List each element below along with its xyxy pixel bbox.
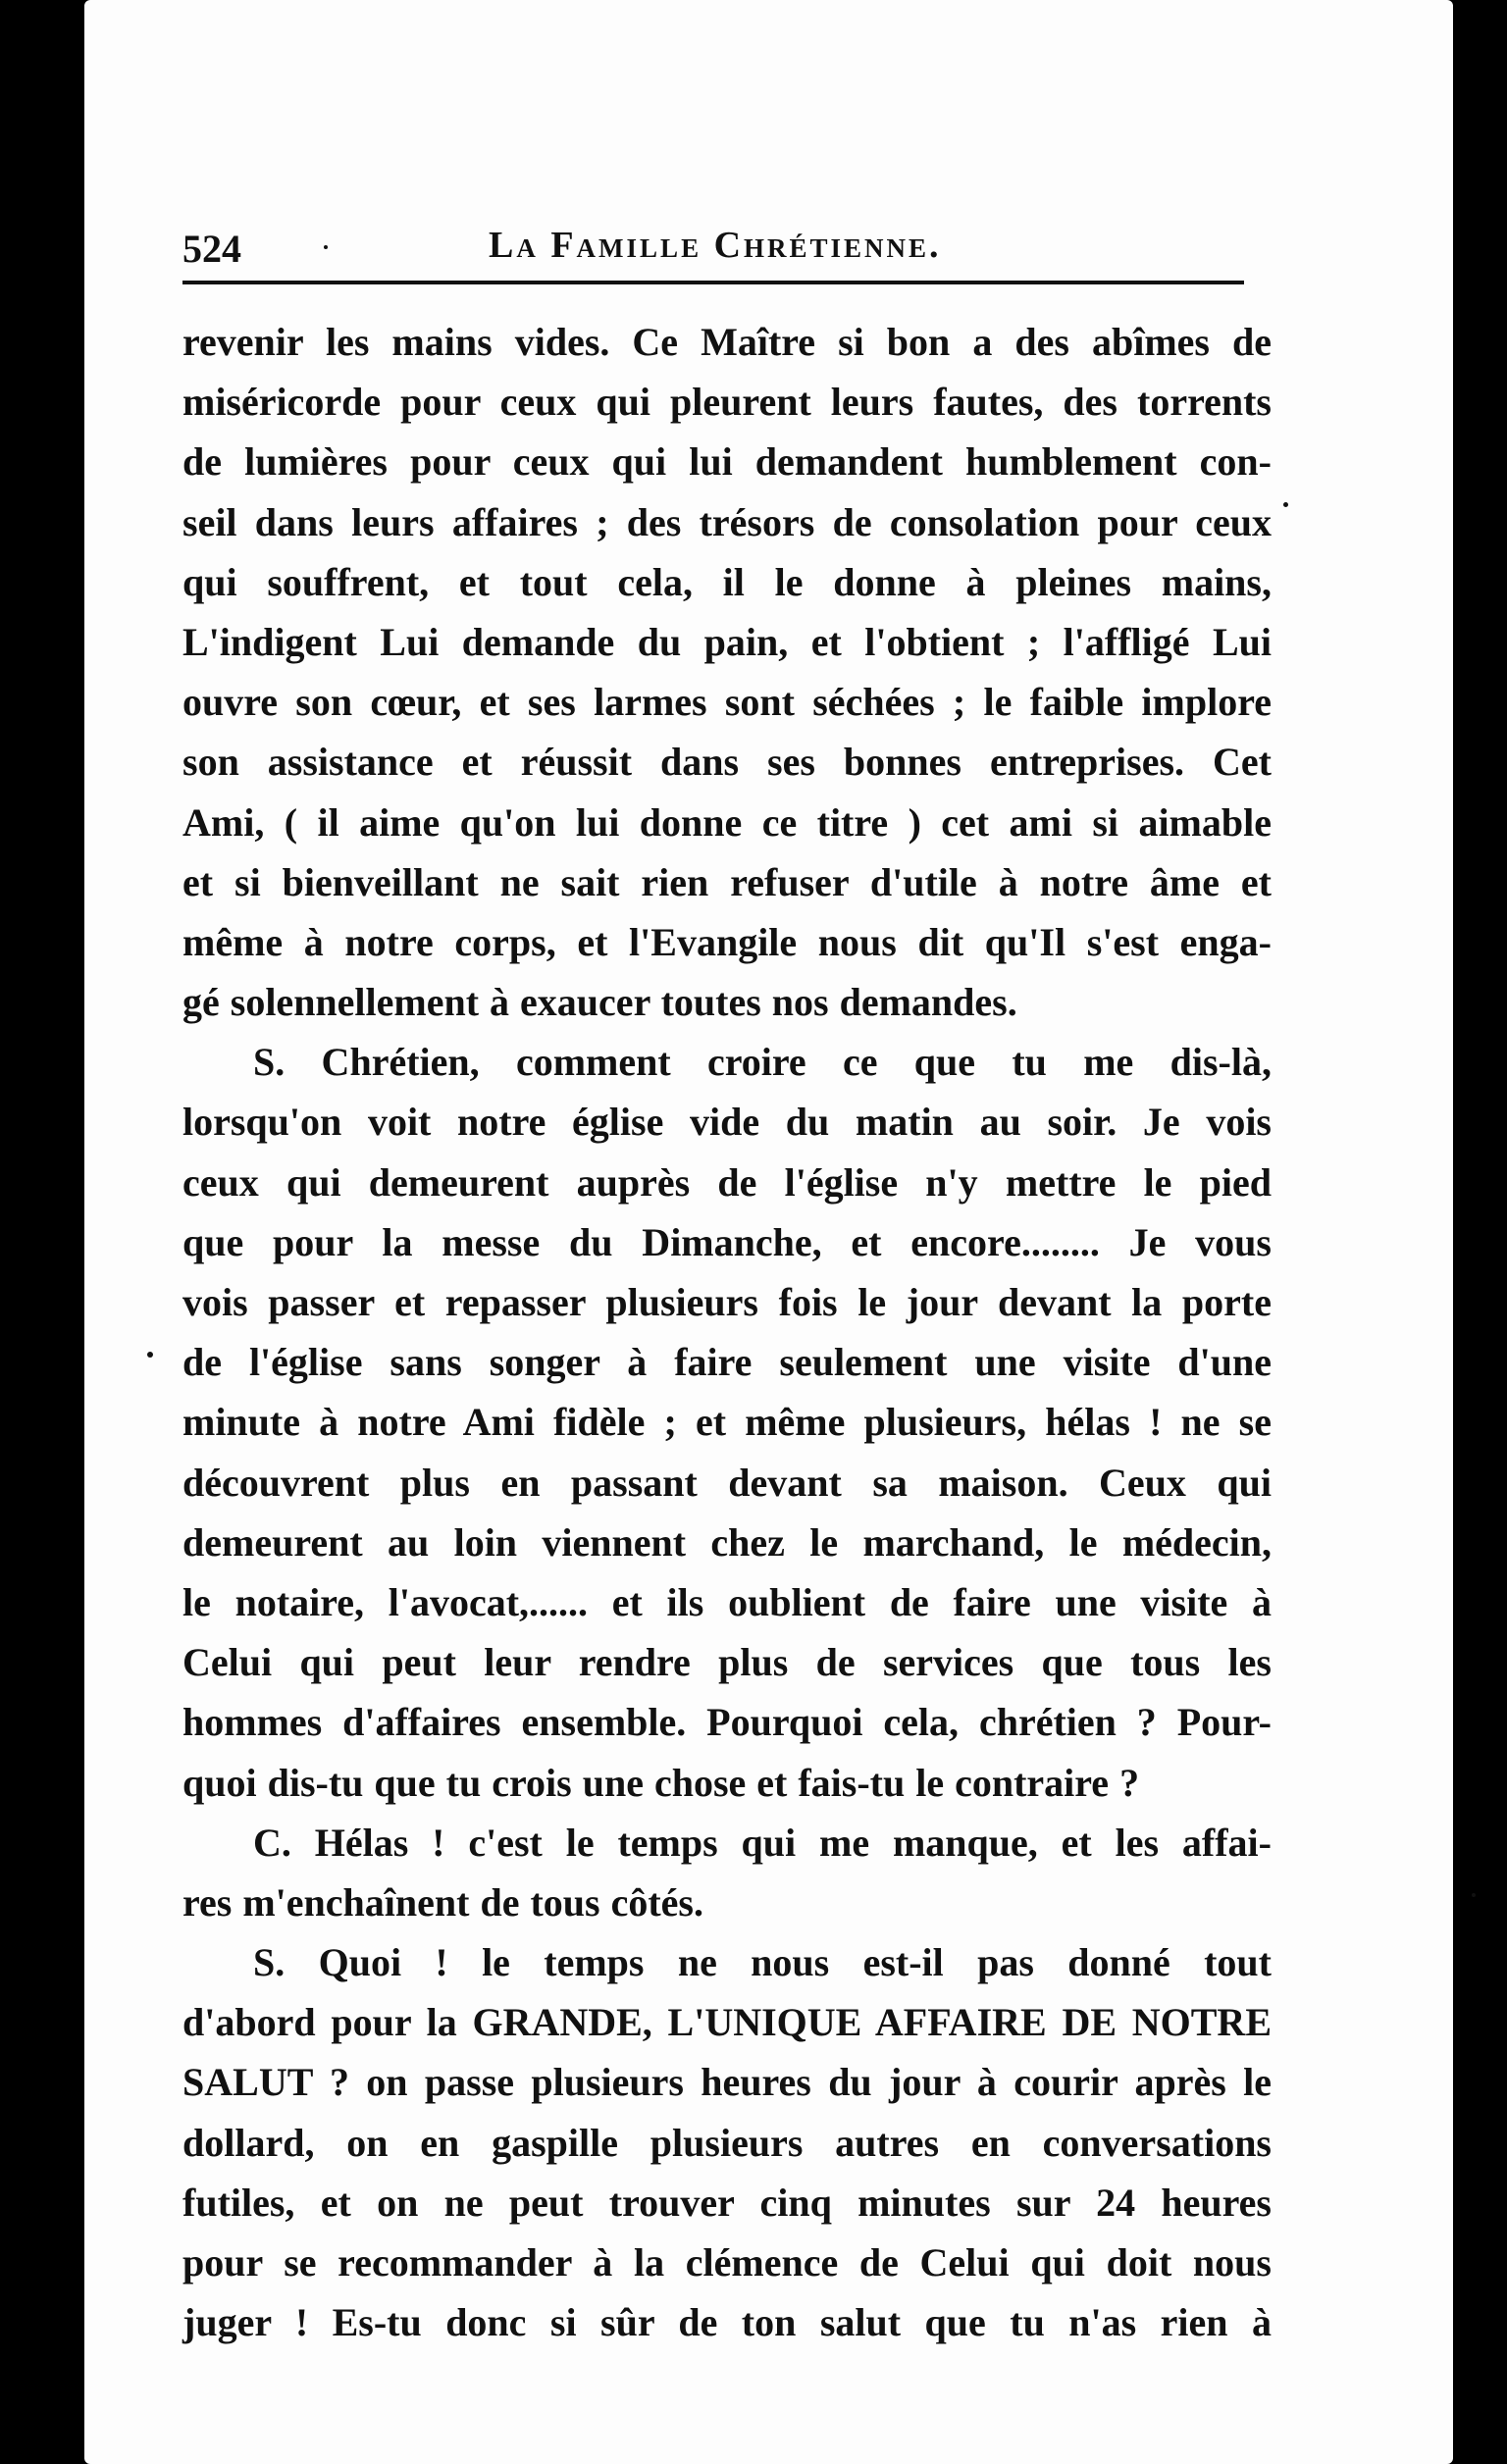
header-rule <box>182 281 1244 284</box>
text-line: ouvre son cœur, et ses larmes sont séchées ; le faible implore <box>182 680 1272 725</box>
scan-speck <box>324 245 328 249</box>
text-line: lorsqu'on voit notre église vide du matin au soir. Je vois <box>182 1100 1272 1145</box>
text-line: miséricorde pour ceux qui pleurent leurs fautes, des torrents <box>182 380 1272 425</box>
text-line: quoi dis-tu que tu crois une chose et fais-tu le contraire ? <box>182 1760 1140 1805</box>
text-line: C. Hélas ! c'est le temps qui me manque, et les affai- <box>253 1820 1272 1865</box>
text-line: de lumières pour ceux qui lui demandent humblement con- <box>182 439 1272 485</box>
text-line: juger ! Es-tu donc si sûr de ton salut que tu n'as rien à <box>182 2300 1272 2345</box>
text-line: seil dans leurs affaires ; des trésors de consolation pour ceux <box>182 499 1272 544</box>
text-line: ceux qui demeurent auprès de l'église n'y mettre le pied <box>182 1159 1272 1205</box>
text-line: que pour la messe du Dimanche, et encore........ Je vous <box>182 1219 1272 1264</box>
text-line: le notaire, l'avocat,...... et ils oublient de faire une visite à <box>182 1579 1272 1624</box>
text-line: minute à notre Ami fidèle ; et même plusieurs, hélas ! ne se <box>182 1400 1272 1445</box>
text-line: SALUT ? on passe plusieurs heures du jour à courir après le <box>182 2060 1272 2105</box>
text-line: gé solennellement à exaucer toutes nos demandes. <box>182 980 1017 1025</box>
text-line: futiles, et on ne peut trouver cinq minutes sur 24 heures <box>182 2180 1272 2225</box>
text-line: pour se recommander à la clémence de Celui qui doit nous <box>182 2240 1272 2284</box>
body-text <box>182 312 1272 2352</box>
text-line: vois passer et repasser plusieurs fois le jour devant la porte <box>182 1280 1272 1324</box>
text-line: Ami, ( il aime qu'on lui donne ce titre ) cet ami si aimable <box>182 799 1272 845</box>
text-line: d'abord pour la GRANDE, L'UNIQUE AFFAIRE DE NOTRE <box>182 2000 1272 2045</box>
text-line: de l'église sans songer à faire seulement une visite d'une <box>182 1340 1272 1385</box>
text-line: qui souffrent, et tout cela, il le donne à pleines mains, <box>182 559 1272 604</box>
text-line: Celui qui peut leur rendre plus de services que tous les <box>182 1640 1272 1685</box>
text-line: et si bienveillant ne sait rien refuser d'utile à notre âme et <box>182 859 1272 904</box>
text-line: revenir les mains vides. Ce Maître si bon a des abîmes de <box>182 320 1272 364</box>
page-header <box>182 210 1242 279</box>
scan-speck <box>1283 502 1288 507</box>
text-line: découvrent plus en passant devant sa maison. Ceux qui <box>182 1460 1272 1505</box>
scan-speck <box>1472 1893 1476 1897</box>
text-line: res m'enchaînent de tous côtés. <box>182 1879 703 1925</box>
text-line: même à notre corps, et l'Evangile nous dit qu'Il s'est enga- <box>182 919 1272 964</box>
text-line: dollard, on en gaspille plusieurs autres en conversations <box>182 2120 1272 2165</box>
text-line: hommes d'affaires ensemble. Pourquoi cela, chrétien ? Pour- <box>182 1700 1272 1745</box>
text-line: son assistance et réussit dans ses bonnes entreprises. Cet <box>182 740 1272 785</box>
text-line: demeurent au loin viennent chez le marchand, le médecin, <box>182 1519 1272 1565</box>
text-line: S. Chrétien, comment croire ce que tu me dis-là, <box>253 1040 1272 1085</box>
text-line: S. Quoi ! le temps ne nous est-il pas donné tout <box>253 1940 1272 1985</box>
page-number: 524 <box>182 227 241 271</box>
scan-speck <box>147 1352 153 1358</box>
text-line: L'indigent Lui demande du pain, et l'obtient ; l'affligé Lui <box>182 619 1272 664</box>
running-title: La Famille Chrétienne. <box>489 225 942 266</box>
